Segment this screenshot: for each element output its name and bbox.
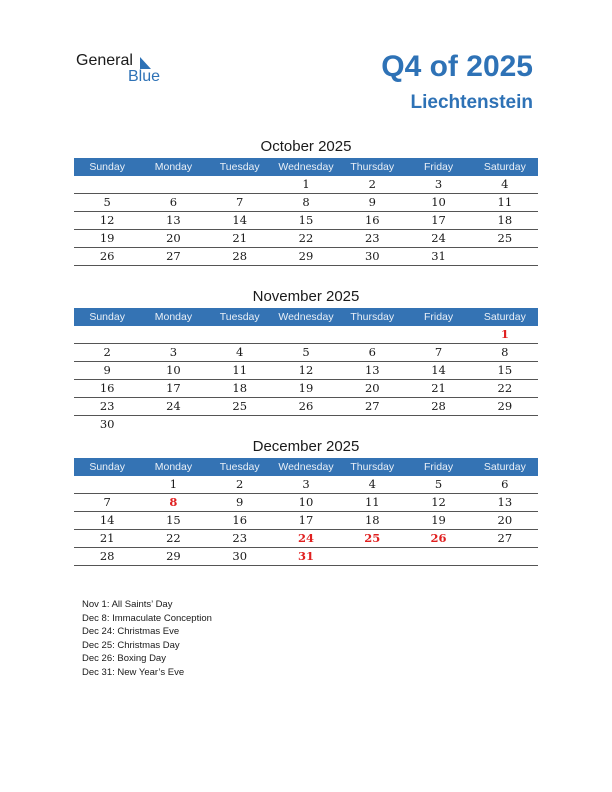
empty-day-cell [405, 416, 471, 433]
holiday-note: Dec 25: Christmas Day [82, 639, 180, 651]
page-subtitle: Liechtenstein [410, 92, 533, 113]
day-cell: 21 [431, 381, 446, 395]
brand-logo [76, 52, 176, 88]
day-cell: 15 [166, 513, 181, 527]
day-cell: 25 [364, 531, 381, 545]
week-row [74, 194, 538, 212]
day-cell: 24 [431, 231, 446, 245]
empty-day-cell [405, 548, 471, 565]
week-row [74, 530, 538, 548]
week-row [74, 212, 538, 230]
day-cell: 8 [302, 195, 310, 209]
day-cell: 4 [368, 477, 376, 491]
weekday-label: Wednesday [278, 161, 334, 173]
week-row [74, 326, 538, 344]
day-cell: 9 [103, 363, 111, 377]
empty-day-cell [74, 476, 140, 493]
empty-day-cell [207, 176, 273, 193]
weekday-label: Saturday [483, 161, 526, 173]
weekday-label: Thursday [350, 461, 395, 473]
day-cell: 11 [364, 495, 380, 509]
day-cell: 10 [298, 495, 314, 509]
empty-day-cell [339, 548, 405, 565]
weekday-label: Monday [154, 161, 193, 173]
day-cell: 2 [103, 345, 111, 359]
day-cell: 6 [501, 477, 509, 491]
day-cell: 17 [298, 513, 314, 527]
day-cell: 11 [497, 195, 513, 209]
logo-word-general: General [76, 52, 133, 69]
day-cell: 8 [169, 495, 178, 509]
day-cell: 23 [232, 531, 248, 545]
day-cell: 24 [166, 399, 181, 413]
weekday-header [74, 458, 538, 476]
day-cell: 20 [166, 231, 181, 245]
month-october [74, 136, 538, 266]
week-row [74, 476, 538, 494]
day-cell: 16 [364, 213, 380, 227]
day-cell: 17 [166, 381, 181, 395]
day-cell: 28 [99, 549, 115, 563]
month-title: October 2025 [260, 138, 352, 155]
weekday-header [74, 308, 538, 326]
day-cell: 29 [298, 249, 314, 263]
weekday-label: Sunday [89, 461, 125, 473]
day-cell: 16 [232, 513, 248, 527]
day-cell: 16 [99, 381, 115, 395]
empty-day-cell [140, 326, 206, 343]
day-cell: 5 [103, 195, 111, 209]
weekday-label: Thursday [350, 311, 395, 323]
week-row [74, 380, 538, 398]
logo-word-blue: Blue [128, 68, 161, 85]
day-cell: 3 [302, 477, 310, 491]
day-cell: 28 [431, 399, 446, 413]
week-row [74, 416, 538, 433]
day-cell: 3 [434, 177, 443, 191]
day-cell: 4 [236, 345, 244, 359]
day-cell: 15 [298, 213, 314, 227]
empty-day-cell [472, 248, 538, 265]
day-cell: 25 [232, 399, 248, 413]
empty-day-cell [74, 326, 140, 343]
weekday-header [74, 158, 538, 176]
empty-day-cell [207, 326, 273, 343]
week-row [74, 344, 538, 362]
day-cell: 17 [431, 213, 446, 227]
weekday-label: Tuesday [219, 461, 260, 473]
day-cell: 7 [103, 495, 111, 509]
weekday-label: Thursday [350, 161, 395, 173]
day-cell: 20 [497, 513, 513, 527]
day-cell: 18 [497, 213, 513, 227]
day-cell: 22 [497, 381, 513, 395]
month-title: November 2025 [252, 288, 360, 305]
day-cell: 5 [302, 345, 310, 359]
day-cell: 14 [431, 363, 446, 377]
day-cell: 12 [99, 213, 115, 227]
day-cell: 1 [500, 327, 509, 341]
day-cell: 3 [169, 345, 178, 359]
weekday-label: Monday [154, 311, 193, 323]
day-cell: 26 [99, 249, 115, 263]
page-title: Q4 of 2025 [381, 50, 533, 83]
day-cell: 27 [497, 531, 513, 545]
month-november [74, 286, 538, 433]
day-cell: 27 [166, 249, 181, 263]
empty-day-cell [140, 416, 206, 433]
day-cell: 24 [297, 531, 314, 545]
day-cell: 6 [169, 195, 178, 209]
weekday-label: Friday [423, 311, 454, 323]
day-cell: 12 [298, 363, 314, 377]
day-cell: 1 [302, 177, 310, 191]
empty-day-cell [472, 548, 538, 565]
day-cell: 21 [232, 231, 248, 245]
holiday-note: Dec 26: Boxing Day [82, 653, 166, 665]
day-cell: 6 [368, 345, 376, 359]
week-row [74, 248, 538, 266]
day-cell: 21 [99, 531, 115, 545]
empty-day-cell [405, 326, 471, 343]
weekday-label: Tuesday [219, 161, 260, 173]
day-cell: 26 [430, 531, 447, 545]
day-cell: 10 [431, 195, 446, 209]
empty-day-cell [74, 176, 140, 193]
day-cell: 14 [99, 513, 115, 527]
day-cell: 15 [497, 363, 513, 377]
weekday-label: Friday [423, 161, 454, 173]
day-cell: 14 [232, 213, 248, 227]
week-row [74, 230, 538, 248]
empty-day-cell [207, 416, 273, 433]
day-cell: 30 [364, 249, 380, 263]
holiday-note: Nov 1: All Saints’ Day [82, 599, 173, 610]
weekday-label: Tuesday [219, 311, 260, 323]
day-cell: 5 [434, 477, 443, 491]
week-row [74, 398, 538, 416]
week-row [74, 494, 538, 512]
day-cell: 11 [232, 363, 248, 377]
day-cell: 29 [166, 549, 181, 563]
day-cell: 23 [364, 231, 380, 245]
empty-day-cell [140, 176, 206, 193]
day-cell: 27 [364, 399, 380, 413]
day-cell: 10 [166, 363, 181, 377]
empty-day-cell [339, 416, 405, 433]
empty-day-cell [273, 326, 339, 343]
day-cell: 28 [232, 249, 248, 263]
empty-day-cell [273, 416, 339, 433]
weekday-label: Wednesday [278, 461, 334, 473]
day-cell: 19 [431, 513, 446, 527]
weekday-label: Sunday [89, 311, 125, 323]
holiday-note: Dec 8: Immaculate Conception [82, 612, 212, 624]
holiday-note: Dec 24: Christmas Eve [82, 626, 180, 638]
day-cell: 26 [298, 399, 314, 413]
day-cell: 9 [236, 495, 244, 509]
month-december [74, 436, 538, 566]
day-cell: 19 [298, 381, 314, 395]
day-cell: 1 [169, 477, 178, 491]
weekday-label: Wednesday [278, 311, 334, 323]
day-cell: 13 [166, 213, 181, 227]
day-cell: 13 [497, 495, 513, 509]
weekday-label: Saturday [483, 461, 526, 473]
day-cell: 18 [232, 381, 248, 395]
day-cell: 23 [99, 399, 115, 413]
weekday-label: Friday [423, 461, 454, 473]
day-cell: 7 [434, 345, 443, 359]
day-cell: 31 [431, 249, 446, 263]
day-cell: 19 [99, 231, 115, 245]
day-cell: 22 [166, 531, 181, 545]
day-cell: 2 [236, 477, 244, 491]
week-row [74, 548, 538, 566]
day-cell: 22 [298, 231, 314, 245]
holiday-notes [82, 598, 212, 680]
day-cell: 13 [364, 363, 380, 377]
holiday-note: Dec 31: New Year’s Eve [82, 666, 185, 678]
empty-day-cell [339, 326, 405, 343]
day-cell: 31 [297, 549, 314, 563]
day-cell: 30 [232, 549, 248, 563]
day-cell: 18 [364, 513, 380, 527]
day-cell: 4 [501, 177, 509, 191]
day-cell: 30 [99, 417, 115, 431]
day-cell: 8 [501, 345, 509, 359]
weekday-label: Monday [154, 461, 193, 473]
day-cell: 9 [368, 195, 376, 209]
weekday-label: Sunday [89, 161, 125, 173]
day-cell: 25 [497, 231, 513, 245]
day-cell: 20 [364, 381, 380, 395]
day-cell: 29 [497, 399, 513, 413]
day-cell: 12 [431, 495, 446, 509]
month-title: December 2025 [252, 438, 360, 455]
week-row [74, 362, 538, 380]
weekday-label: Saturday [483, 311, 526, 323]
empty-day-cell [472, 416, 538, 433]
week-row [74, 176, 538, 194]
week-row [74, 512, 538, 530]
day-cell: 2 [368, 177, 376, 191]
day-cell: 7 [236, 195, 244, 209]
